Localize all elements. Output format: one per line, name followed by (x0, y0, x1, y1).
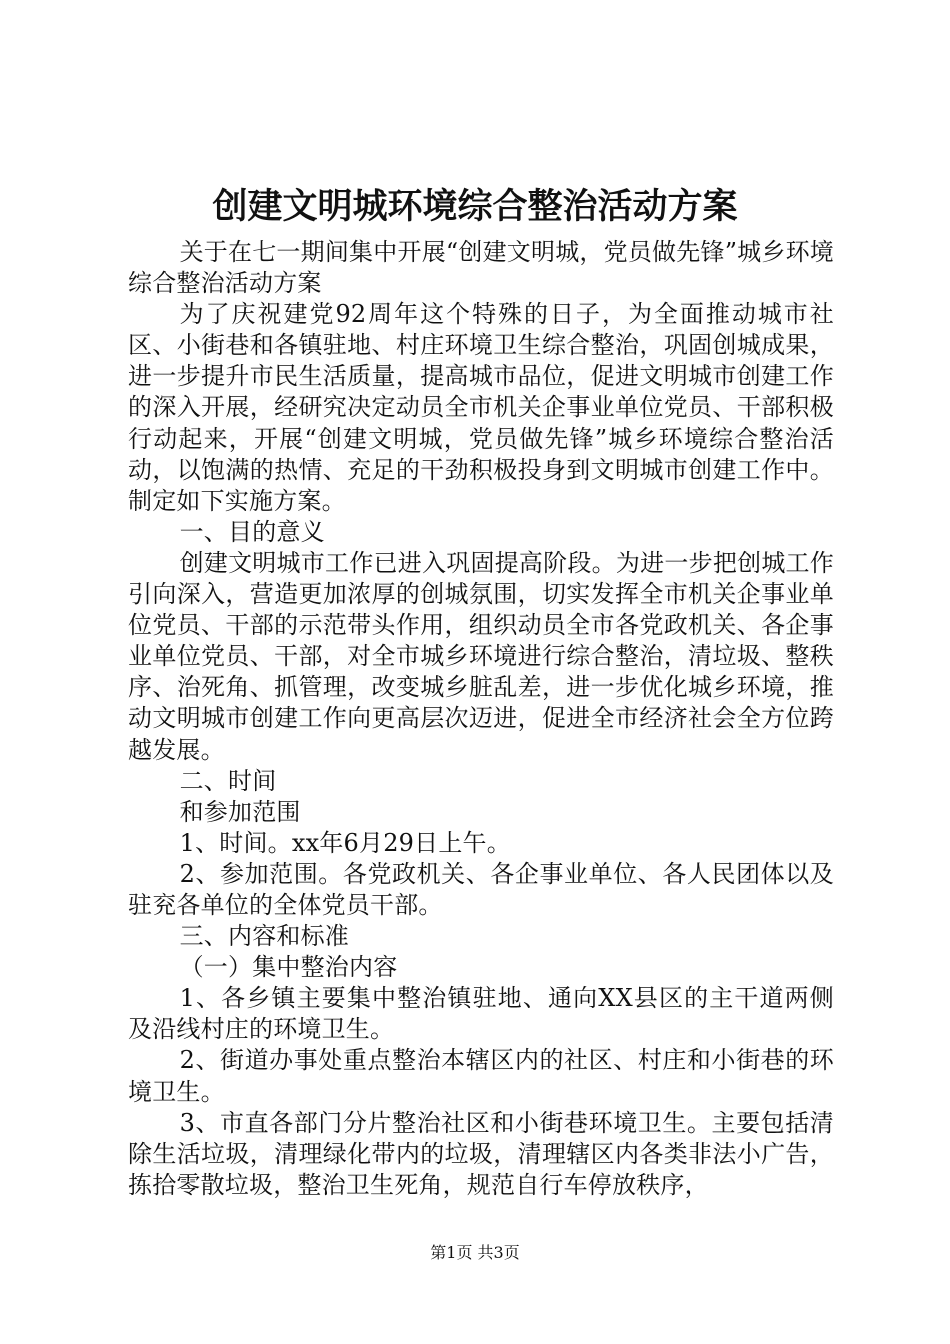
paragraph-intro: 为了庆祝建党92周年这个特殊的日子，为全面推动城市社区、小街巷和各镇驻地、村庄环境卫生综合整治，巩固创城成果，进一步提升市民生活质量，提高城市品位，促进文明城市创建工作的深入开展，经研究决定动员全市机关企事业单位党员、干部积极行动起来，开展“创建文明城，党员做先锋”城乡环境综合整治活动，以饱满的热情、充足的干劲积极投身到文明城市创建工作中。制定如下实施方案。 (128, 300, 834, 515)
paragraph-purpose: 创建文明城市工作已进入巩固提高阶段。为进一步把创城工作引向深入，营造更加浓厚的创城氛围，切实发挥全市机关企事业单位党员、干部的示范带头作用，组织动员全市各党政机关、各企事业单位党员、干部，对全市城乡环境进行综合整治，清垃圾、整秩序、治死角、抓管理，改变城乡脏乱差，进一步优化城乡环境，推动文明城市创建工作向更高层次迈进，促进全市经济社会全方位跨越发展。 (128, 548, 834, 764)
document-body (128, 237, 834, 1201)
paragraph-scope: 2、参加范围。各党政机关、各企事业单位、各人民团体以及驻兖各单位的全体党员干部。 (128, 859, 834, 919)
paragraph-time: 1、时间。xx年6月29日上午。 (179, 828, 511, 857)
section-heading-time: 二、时间 (179, 766, 277, 795)
paragraph-subtitle: 关于在七一期间集中开展“创建文明城，党员做先锋”城乡环境综合整治活动方案 (128, 238, 834, 298)
paragraph-time-scope-heading: 和参加范围 (179, 797, 301, 826)
paragraph-item-3: 3、市直各部门分片整治社区和小街巷环境卫生。主要包括清除生活垃圾，清理绿化带内的垃圾，清理辖区内各类非法小广告，拣拾零散垃圾，整治卫生死角，规范自行车停放秩序， (128, 1108, 834, 1199)
paragraph-item-1: 1、各乡镇主要集中整治镇驻地、通向XX县区的主干道两侧及沿线村庄的环境卫生。 (128, 984, 834, 1044)
section-heading-purpose: 一、目的意义 (179, 517, 325, 546)
section-heading-content: 三、内容和标准 (179, 922, 349, 951)
paragraph-item-2: 2、街道办事处重点整治本辖区内的社区、村庄和小街巷的环境卫生。 (128, 1046, 834, 1106)
subsection-heading-focus: （一）集中整治内容 (179, 953, 398, 982)
page-footer: 第1页 共3页 (430, 1243, 520, 1262)
document-title: 创建文明城环境综合整治活动方案 (212, 186, 738, 227)
